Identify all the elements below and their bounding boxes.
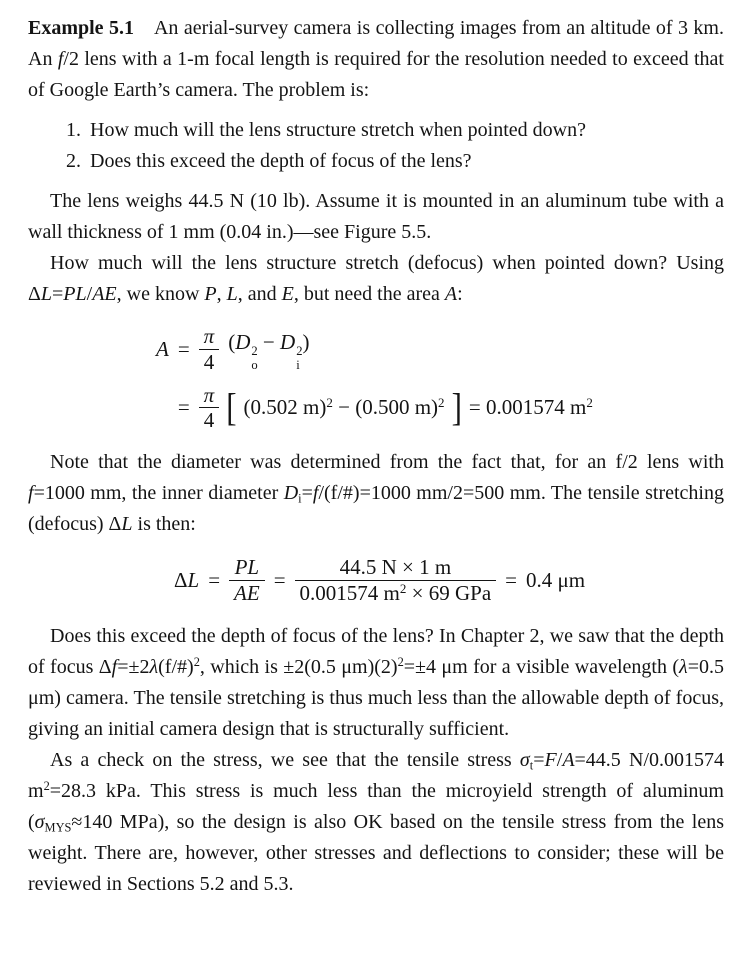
- stretch-question-paragraph: How much will the lens structure stretch (defocus) when pointed down? Using ΔL=PL/AE, we know P, L, and E, but need the area A:: [28, 252, 724, 305]
- equals-sign: =: [177, 336, 190, 361]
- open-bracket: [: [226, 385, 237, 430]
- intro-paragraph: Example 5.1 An aerial-survey camera is collecting images from an altitude of 3 km. An f/2 lens with a 1-m focal length is required for the resolution needed to exceed that of Google Earth’s camera. The problem is:: [28, 17, 724, 101]
- fraction-numerator: π: [203, 382, 215, 407]
- depth-of-focus-paragraph: Does this exceed the depth of focus of the lens? In Chapter 2, we saw that the depth of focus Δf=±2λ(f/#)$^2$, which is ±2(0.5 $\mu m)(2)^2=\pm 4$ μm for a visible wavelength (λ=0.5 μm) camera. The tensile stretching is thus much less than the allowable depth of focus, giving an initial camera design that is structurally sufficient.: [28, 624, 724, 740]
- fraction-denominator: 4: [199, 407, 220, 433]
- numeric-terms: (0.502 m)$^2$ − (0.500 m)$^2$: [243, 395, 445, 420]
- list-item-text: How much will the lens structure stretch when pointed down?: [90, 119, 586, 141]
- equals-sign: =: [505, 567, 518, 592]
- fraction-pi-over-4: [199, 324, 220, 375]
- note-paragraph: Note that the diameter was determined from the fact that, for an f/2 lens with f=1000 mm, the inner diameter $D_i=f/(f/\#)=1000$ mm/2=500 mm. The tensile stretching (defocus) ΔL is then:: [28, 451, 724, 536]
- equation-stretch-line: [174, 555, 724, 606]
- equals-sign: =: [273, 567, 286, 592]
- fraction-denominator: 0.001574 $m^2 \times 69$ GPa: [295, 580, 497, 606]
- fraction-denominator: AE: [229, 580, 265, 606]
- list-item-text: Does this exceed the depth of focus of the lens?: [90, 150, 472, 172]
- equation-area-line-1: [156, 324, 724, 375]
- equals-sign: =: [177, 395, 190, 420]
- list-item: [66, 146, 724, 177]
- diameter-terms: (D 2 o − D 2 i ): [228, 329, 310, 372]
- equals-sign: =: [208, 567, 221, 592]
- stress-check-paragraph: As a check on the stress, we see that the tensile stress $\sigma_t=F/A=44.5$ N/0.001574 $m^2=28.3$ kPa. This stress is much less than the microyield strength of aluminum ($\sigma_{MYS}\approx 140$ MPa), so the design is also OK based on the tensile stress from the lens weight. There are, however, other stresses and deflections to consider; these will be reviewed in Sections 5.2 and 5.3.: [28, 748, 725, 895]
- lens-weight-paragraph: The lens weighs 44.5 N (10 lb). Assume it is mounted in an aluminum tube with a wall thickness of 1 mm (0.04 in.)—see Figure 5.5.: [28, 190, 724, 243]
- equation-lhs: A: [156, 336, 169, 361]
- equation-area-line-2: [156, 383, 724, 434]
- fraction-numerator: 44.5 N × 1 m: [339, 555, 452, 580]
- list-item: [66, 115, 724, 146]
- area-result: = 0.001574 $m^2$: [468, 395, 593, 420]
- list-item-number: 2.: [66, 150, 81, 172]
- fraction-denominator: 4: [199, 349, 220, 375]
- equation-lhs: ΔL: [174, 567, 200, 592]
- stretch-result: 0.4 μm: [526, 567, 586, 592]
- equation-area: [156, 324, 724, 433]
- list-item-number: 1.: [66, 119, 81, 141]
- equation-stretch: [174, 555, 724, 606]
- fraction-pi-over-4: [199, 383, 220, 434]
- fraction-numeric: [295, 555, 497, 606]
- fraction-numerator: π: [203, 324, 215, 348]
- problem-list: [66, 115, 724, 177]
- fraction-pl-over-ae: [229, 555, 265, 606]
- fraction-numerator: PL: [234, 555, 260, 580]
- close-bracket: ]: [451, 385, 462, 430]
